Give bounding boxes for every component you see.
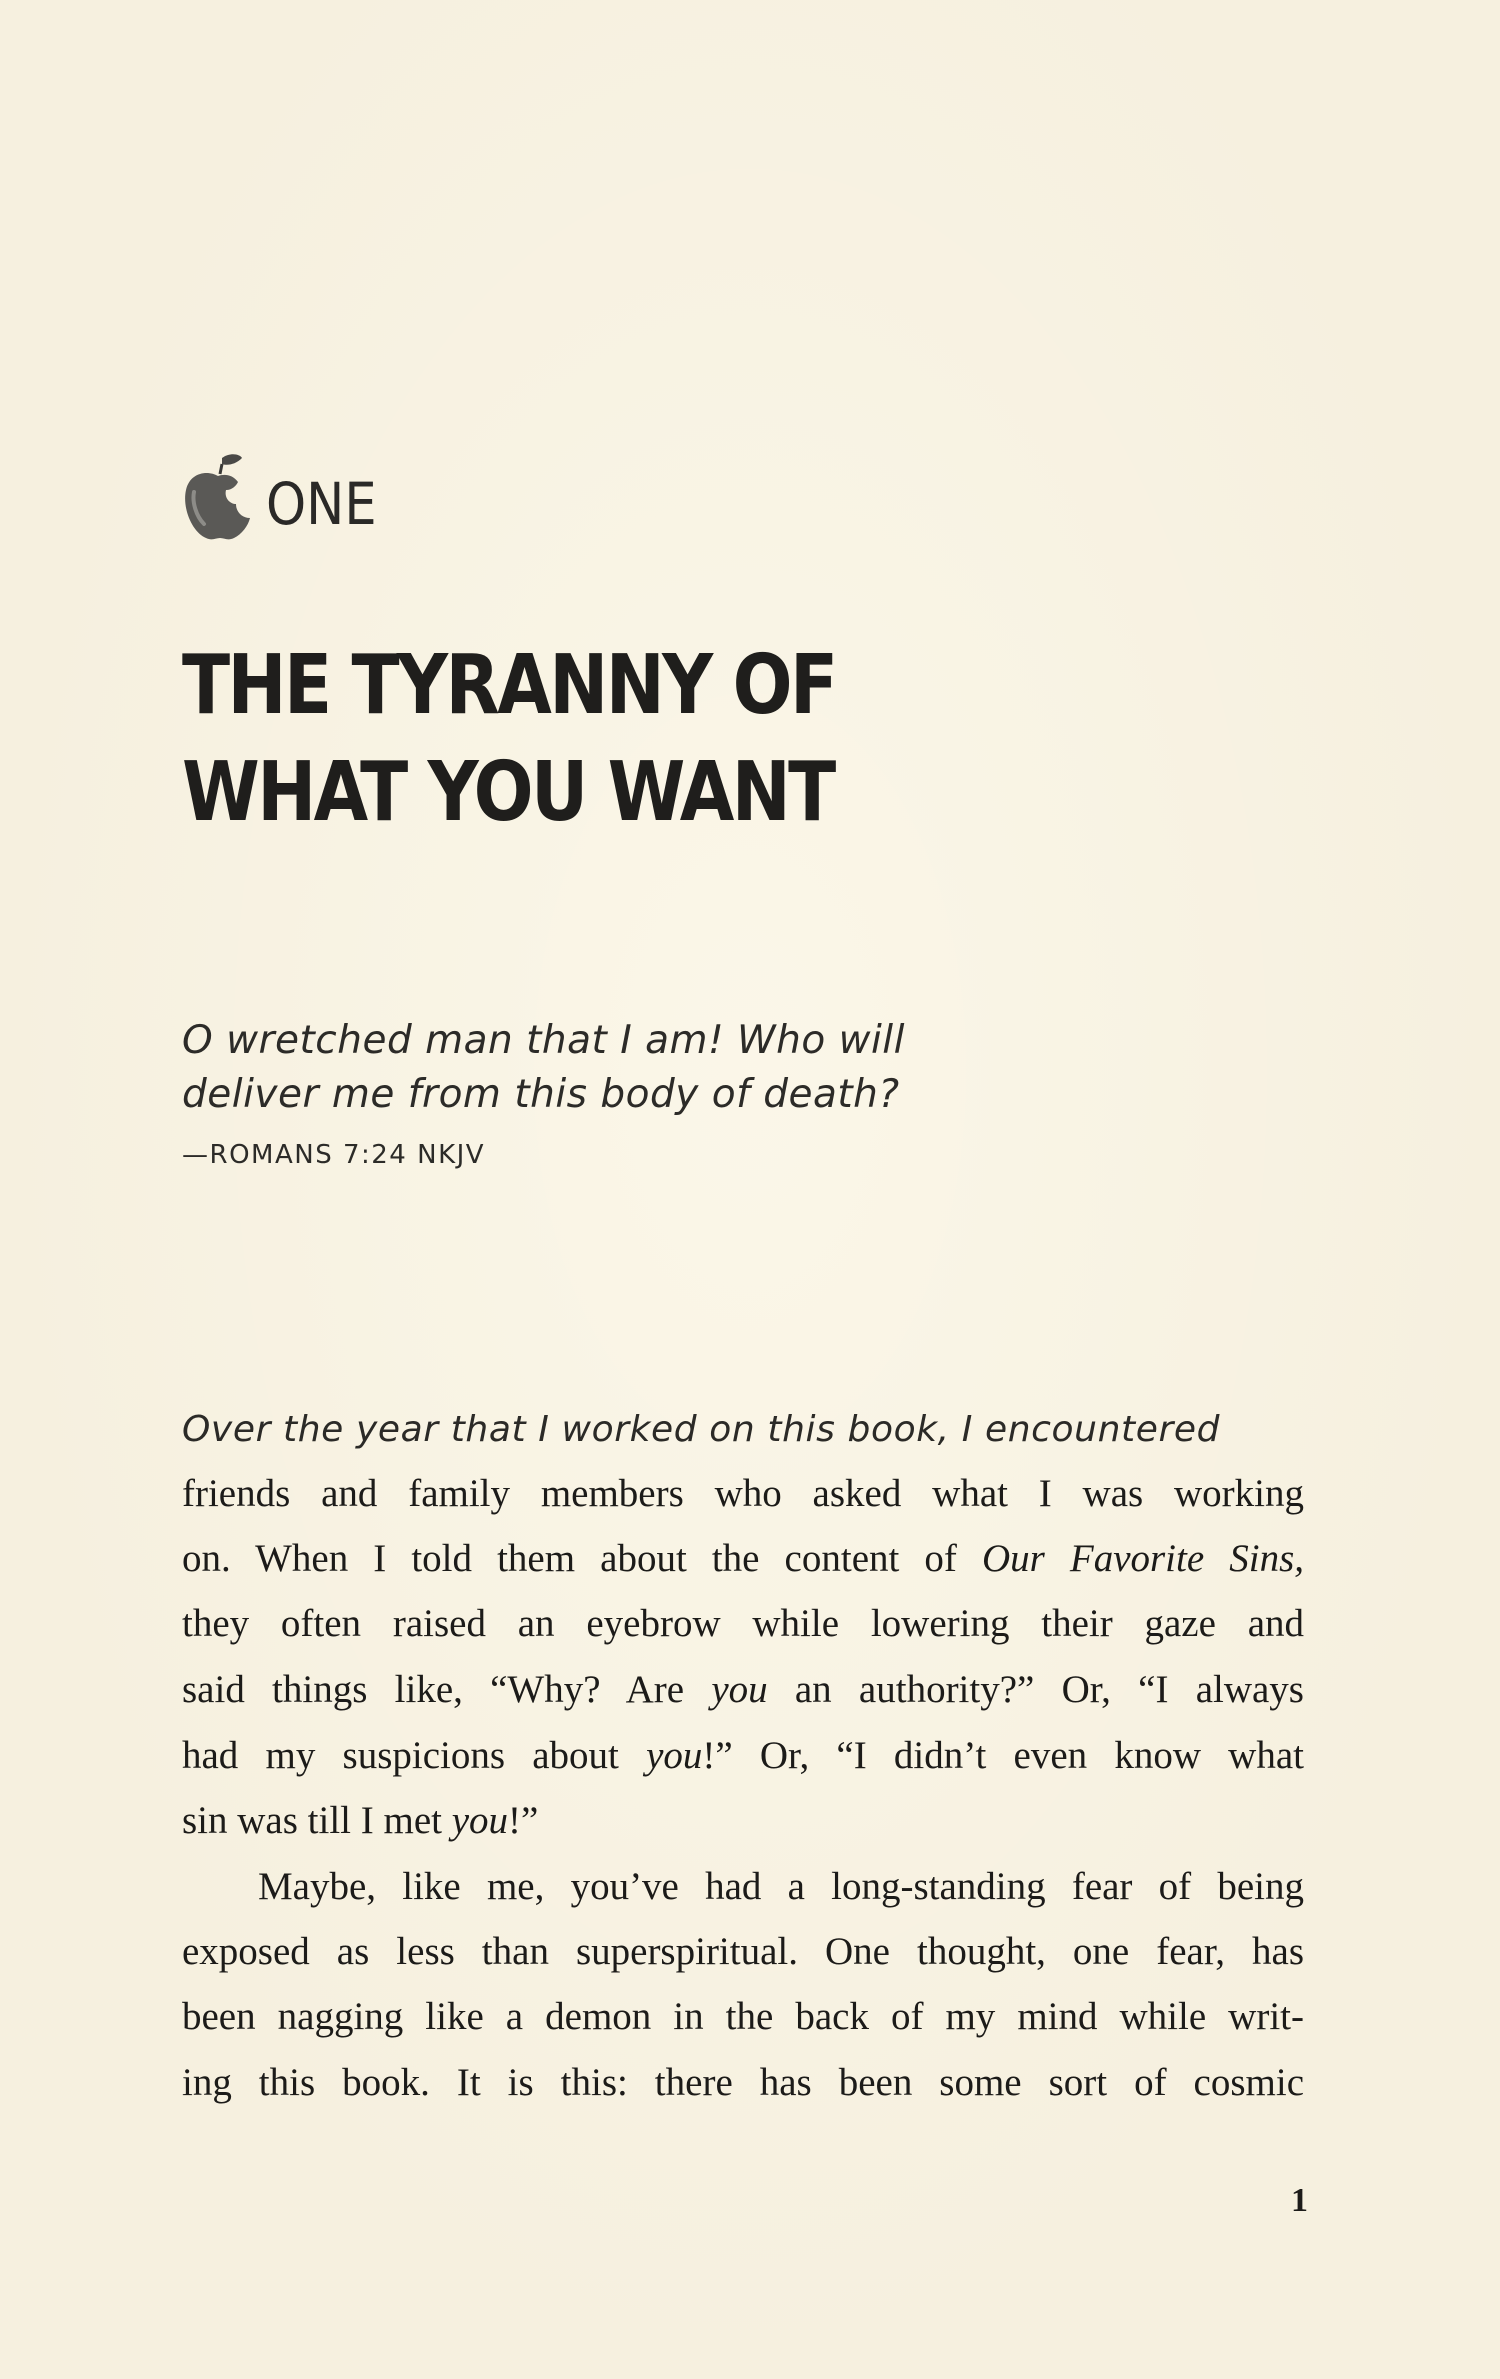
- chapter-heading: [178, 448, 392, 548]
- chapter-title-line: THE TYRANNY OF: [182, 638, 836, 733]
- text-run: !” Or, “I didn’t even know what: [702, 1734, 1304, 1777]
- epigraph-line: O wretched man that I am! Who will: [182, 1018, 905, 1063]
- book-title: Our Favorite Sins,: [981, 1537, 1304, 1580]
- chapter-title-line: WHAT YOU WANT: [182, 745, 834, 840]
- text-line: [182, 1724, 1304, 1788]
- text-line: [182, 1527, 1304, 1591]
- text-run: had my suspicions about: [182, 1734, 647, 1777]
- text-line: Maybe, like me, you’ve had a long-standing fear of being: [258, 1865, 1304, 1908]
- epigraph-line: deliver me from this body of death?: [182, 1072, 900, 1117]
- text-run: an authority?” Or, “I always: [767, 1668, 1304, 1711]
- text-line: exposed as less than superspiritual. One thought, one fear, has: [182, 1930, 1304, 1973]
- text-line: [182, 1658, 1304, 1722]
- apple-icon: [178, 452, 260, 544]
- text-line: ing this book. It is this: there has been some sort of cosmic: [182, 2061, 1304, 2104]
- emphasis: you: [451, 1799, 509, 1842]
- emphasis: you: [646, 1734, 703, 1777]
- page-number: 1: [1291, 2182, 1308, 2219]
- chapter-title: [182, 632, 1128, 846]
- lead-in-text: Over the year that I worked on this book, I encountered: [182, 1409, 1221, 1450]
- text-line: friends and family members who asked what I was working: [182, 1472, 1304, 1515]
- chapter-number: ONE: [266, 470, 377, 538]
- epigraph-quote: [182, 1014, 1082, 1122]
- text-run: on. When I told them about the content of: [182, 1537, 982, 1580]
- text-run: said things like, “Why? Are: [182, 1668, 712, 1711]
- text-run: !”: [508, 1799, 539, 1842]
- text-line: they often raised an eyebrow while lowering their gaze and: [182, 1602, 1304, 1645]
- text-line: been nagging like a demon in the back of my mind while writ-: [182, 1995, 1304, 2038]
- emphasis: you: [711, 1668, 768, 1711]
- text-line: [182, 1789, 1304, 1853]
- text-run: sin was till I met: [182, 1799, 452, 1842]
- epigraph-source: —ROMANS 7:24 NKJV: [182, 1140, 486, 1170]
